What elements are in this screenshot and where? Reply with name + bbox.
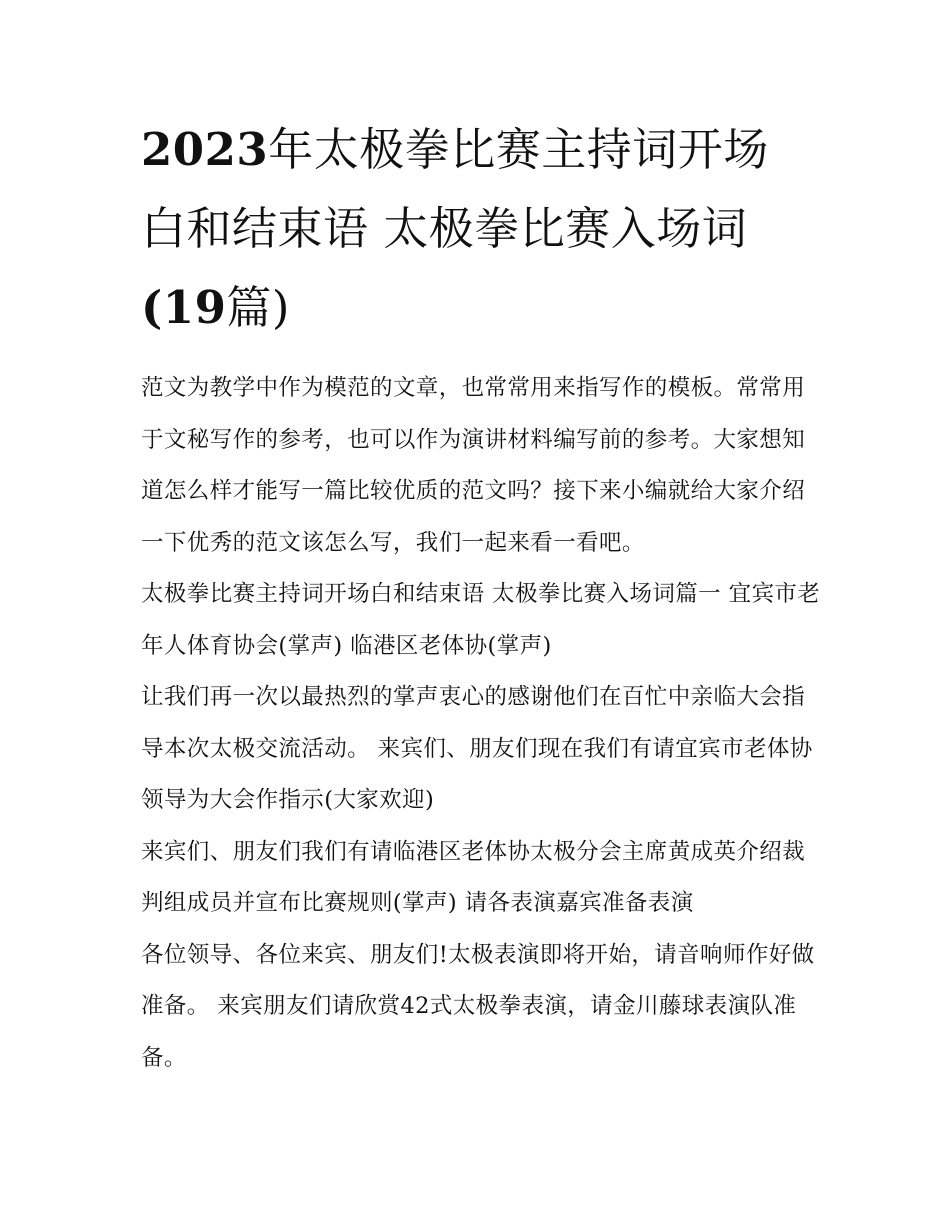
document-body — [141, 363, 821, 1084]
document-title — [141, 110, 821, 347]
title-count: (19 — [141, 281, 227, 334]
paragraph-4: 各位领导、各位来宾、朋友们!太极表演即将开始，请音响师作好做准备。 来宾朋友们请欣赏42式太极拳表演，请金川藤球表演队准备。 — [141, 941, 815, 1071]
title-line-2: 白和结束语 太极拳比赛入场词 — [141, 202, 748, 255]
document-content — [141, 110, 821, 1084]
title-year: 2023 — [141, 123, 269, 176]
title-line-1: 年太极拳比赛主持词开场 — [268, 123, 769, 176]
paragraph-1: 太极拳比赛主持词开场白和结束语 太极拳比赛入场词篇一 宜宾市老年人体育协会(掌声) 临港区老体协(掌声) — [141, 581, 821, 659]
paragraph-2: 让我们再一次以最热烈的掌声衷心的感谢他们在百忙中亲临大会指导本次太极交流活动。 来宾们、朋友们现在我们有请宜宾市老体协领导为大会作指示(大家欢迎) — [141, 684, 813, 813]
title-line-3: 篇) — [226, 281, 290, 334]
paragraph-3: 来宾们、朋友们我们有请临港区老体协太极分会主席黄成英介绍裁判组成员并宣布比赛规则(掌声) 请各表演嘉宾准备表演 — [141, 838, 806, 916]
paragraph-intro: 范文为教学中作为模范的文章，也常常用来指写作的模板。常常用于文秘写作的参考，也可以作为演讲材料编写前的参考。大家想知道怎么样才能写一篇比较优质的范文吗？接下来小编就给大家介绍一下优秀的范文该怎么写，我们一起来看一看吧。 — [141, 375, 806, 556]
